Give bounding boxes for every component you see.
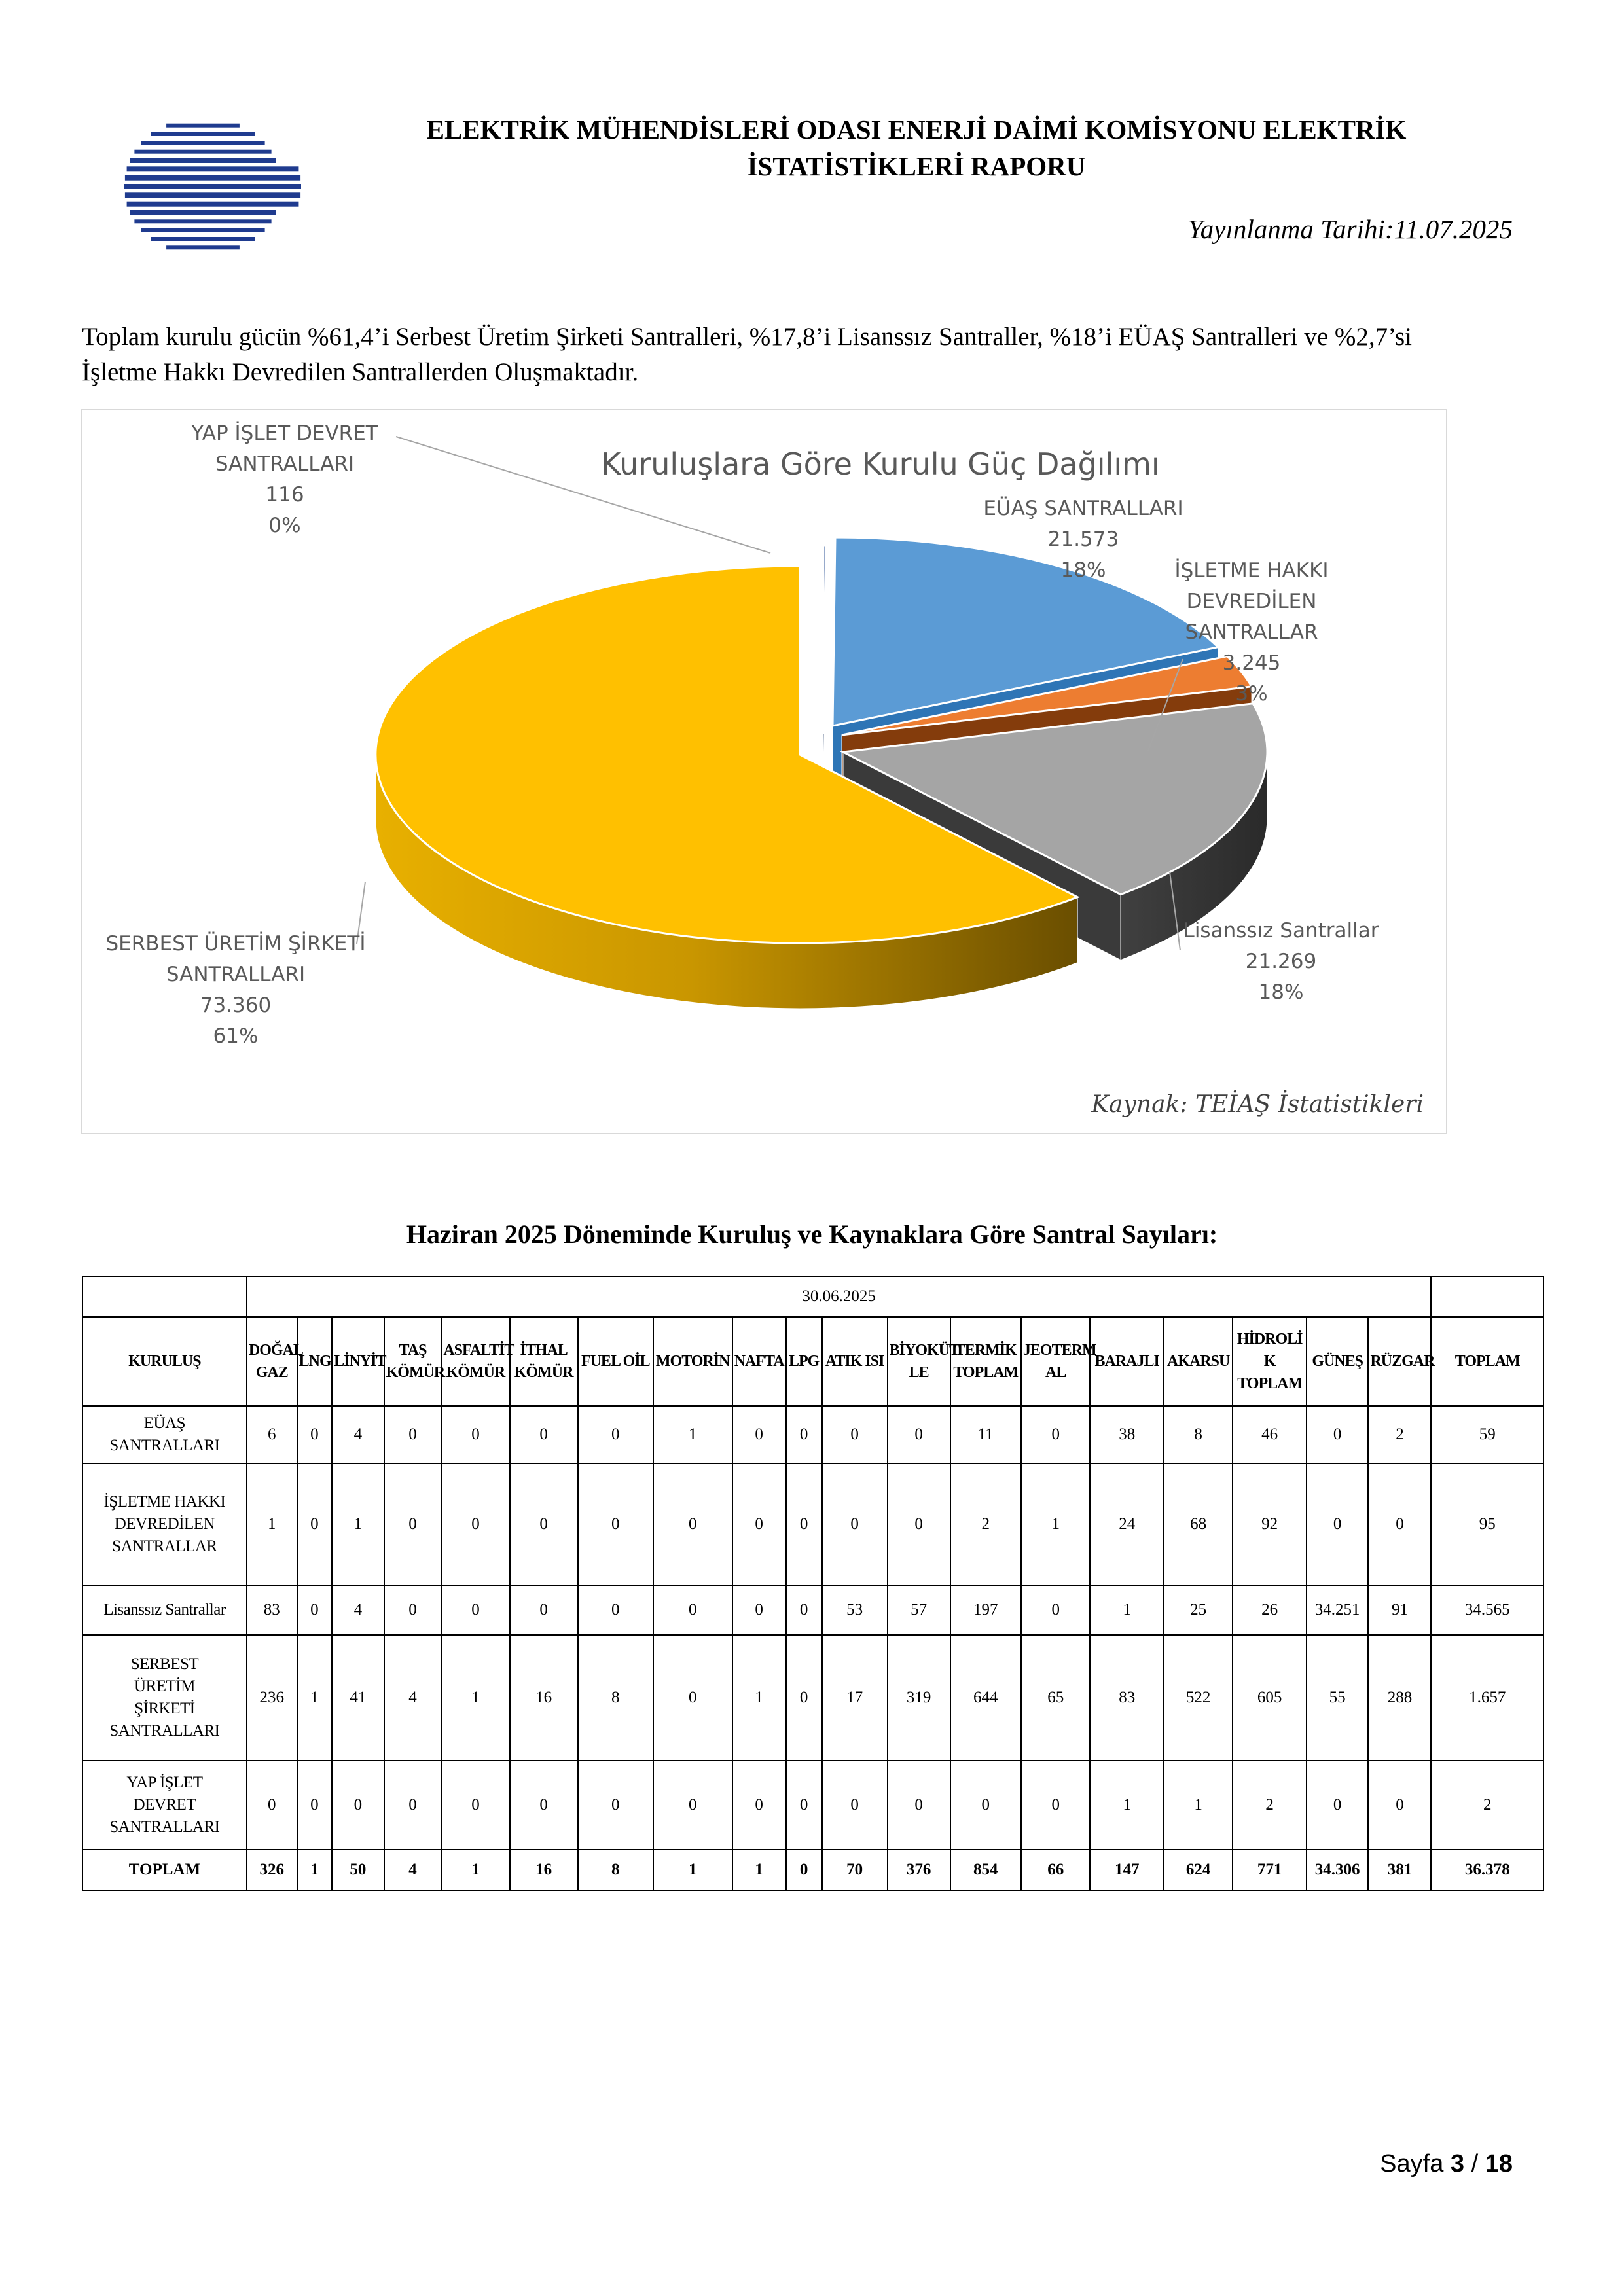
table-cell: 0 <box>510 1406 578 1463</box>
table-cell: 2 <box>950 1463 1021 1585</box>
table-cell: 1.657 <box>1431 1635 1543 1761</box>
table-cell: 0 <box>384 1406 442 1463</box>
table-cell: 288 <box>1368 1635 1431 1761</box>
total-cell: 0 <box>786 1850 822 1890</box>
table-cell: 0 <box>732 1761 786 1850</box>
table-cell: 0 <box>441 1585 509 1635</box>
logo-stripe <box>134 219 271 223</box>
table-cell: 1 <box>247 1463 297 1585</box>
column-header-linyit: LİNYİT <box>332 1317 384 1406</box>
row-label: EÜAŞ SANTRALLARI <box>82 1406 247 1463</box>
table-cell: 34.565 <box>1431 1585 1543 1635</box>
table-cell: 0 <box>950 1761 1021 1850</box>
table-cell: 1 <box>1164 1761 1233 1850</box>
table-cell: 0 <box>441 1406 509 1463</box>
total-cell: 70 <box>822 1850 888 1890</box>
table-cell: 1 <box>441 1635 509 1761</box>
table-cell: 1 <box>732 1635 786 1761</box>
column-header-taskomur: TAŞ KÖMÜR <box>384 1317 442 1406</box>
logo-stripe <box>125 192 300 198</box>
table-date: 30.06.2025 <box>247 1276 1432 1317</box>
column-header-row <box>82 1317 1543 1406</box>
table-cell: 1 <box>1090 1585 1163 1635</box>
logo-stripe <box>127 166 299 171</box>
table-cell: 0 <box>1021 1406 1091 1463</box>
logo-stripe <box>130 210 276 215</box>
table-cell: 16 <box>510 1635 578 1761</box>
table-cell: 8 <box>1164 1406 1233 1463</box>
total-cell: 326 <box>247 1850 297 1890</box>
table-cell: 38 <box>1090 1406 1163 1463</box>
corner-cell <box>1431 1276 1543 1317</box>
slice-label-percent: 61% <box>213 1024 259 1048</box>
slice-label-name: YAP İŞLET DEVRET <box>191 422 378 445</box>
table-cell: 0 <box>297 1406 332 1463</box>
total-cell: 50 <box>332 1850 384 1890</box>
table-cell: 0 <box>297 1585 332 1635</box>
row-label: İŞLETME HAKKI DEVREDİLEN SANTRALLAR <box>82 1463 247 1585</box>
table-cell: 0 <box>441 1463 509 1585</box>
table-cell: 605 <box>1233 1635 1306 1761</box>
logo-stripe <box>141 141 265 145</box>
table-cell: 1 <box>332 1463 384 1585</box>
column-header-gunes: GÜNEŞ <box>1307 1317 1369 1406</box>
table-cell: 0 <box>732 1406 786 1463</box>
pie-chart <box>82 410 1446 1133</box>
table-row <box>82 1406 1543 1463</box>
column-header-fueloil: FUEL OİL <box>578 1317 653 1406</box>
table-cell: 4 <box>332 1585 384 1635</box>
table-cell: 2 <box>1431 1761 1543 1850</box>
table-cell: 24 <box>1090 1463 1163 1585</box>
table-row <box>82 1463 1543 1585</box>
slice-label-name: SANTRALLARI <box>166 963 306 986</box>
table-cell: 0 <box>822 1463 888 1585</box>
total-cell: 1 <box>653 1850 732 1890</box>
logo-stripe <box>130 158 276 163</box>
column-header-atikisi: ATIK ISI <box>822 1317 888 1406</box>
column-header-nafta: NAFTA <box>732 1317 786 1406</box>
table-cell: 0 <box>578 1585 653 1635</box>
slice-label-value: 21.573 <box>1047 528 1119 551</box>
total-row <box>82 1850 1543 1890</box>
table-cell: 92 <box>1233 1463 1306 1585</box>
row-label: YAP İŞLET DEVRET SANTRALLARI <box>82 1761 247 1850</box>
table-cell: 0 <box>732 1585 786 1635</box>
slice-label-name: İŞLETME HAKKI <box>1174 559 1329 583</box>
table-cell: 0 <box>1307 1463 1369 1585</box>
table-cell: 0 <box>578 1463 653 1585</box>
table-cell: 0 <box>510 1761 578 1850</box>
chart-source: Kaynak: TEİAŞ İstatistikleri <box>1091 1091 1424 1118</box>
logo-stripe <box>127 202 299 207</box>
table-cell: 0 <box>653 1635 732 1761</box>
column-header-dogalgaz: DOĞAL GAZ <box>247 1317 297 1406</box>
table-cell: 522 <box>1164 1635 1233 1761</box>
table-cell: 0 <box>510 1585 578 1635</box>
column-header-lng: LNG <box>297 1317 332 1406</box>
logo-stripe <box>134 150 271 154</box>
table-cell: 0 <box>888 1406 950 1463</box>
table-cell: 0 <box>786 1406 822 1463</box>
slice-label-percent: 0% <box>268 514 301 537</box>
slice-label-name: Lisanssız Santrallar <box>1183 919 1379 942</box>
table-cell: 1 <box>1021 1463 1091 1585</box>
table-cell: 83 <box>1090 1635 1163 1761</box>
intro-line-2: İşletme Hakkı Devredilen Santrallerden Oluşmaktadır. <box>82 358 639 386</box>
total-cell: 381 <box>1368 1850 1431 1890</box>
table-title: Haziran 2025 Döneminde Kuruluş ve Kaynaklara Göre Santral Sayıları: <box>406 1219 1218 1249</box>
table-cell: 0 <box>822 1406 888 1463</box>
logo-stripe <box>166 124 240 128</box>
total-cell: 36.378 <box>1431 1850 1543 1890</box>
table-cell: 0 <box>786 1635 822 1761</box>
slice-label-percent: 18% <box>1258 980 1304 1004</box>
logo-stripe <box>166 245 240 249</box>
slice-label-value: 21.269 <box>1245 950 1317 973</box>
station-count-table <box>82 1276 1544 1891</box>
total-cell: 4 <box>384 1850 442 1890</box>
pie-chart-panel <box>81 409 1447 1134</box>
table-cell: 11 <box>950 1406 1021 1463</box>
report-title-line-1: ELEKTRİK MÜHENDİSLERİ ODASI ENERJİ DAİMİ KOMİSYONU ELEKTRİK <box>426 115 1407 145</box>
column-header-motorin: MOTORİN <box>653 1317 732 1406</box>
table-cell: 0 <box>1021 1761 1091 1850</box>
logo-stripe <box>124 184 301 189</box>
table-cell: 0 <box>1021 1585 1091 1635</box>
table-row <box>82 1585 1543 1635</box>
column-header-baraj: BARAJLI <box>1090 1317 1163 1406</box>
table-cell: 2 <box>1233 1761 1306 1850</box>
station-count-table-wrap <box>82 1276 1544 1891</box>
table-cell: 1 <box>653 1406 732 1463</box>
table-cell: 0 <box>384 1761 442 1850</box>
logo-stripe <box>151 132 255 136</box>
table-cell: 68 <box>1164 1463 1233 1585</box>
table-cell: 0 <box>653 1463 732 1585</box>
column-header-asfaltit: ASFALTİT KÖMÜR <box>441 1317 509 1406</box>
emo-logo <box>124 111 288 262</box>
table-cell: 2 <box>1368 1406 1431 1463</box>
page-prefix: Sayfa <box>1380 2150 1444 2178</box>
table-cell: 0 <box>1368 1761 1431 1850</box>
table-cell: 0 <box>1307 1761 1369 1850</box>
pie-slice-top <box>823 545 826 734</box>
table-cell: 83 <box>247 1585 297 1635</box>
total-cell: 771 <box>1233 1850 1306 1890</box>
table-cell: 0 <box>578 1406 653 1463</box>
intro-line-1: Toplam kurulu gücün %61,4’i Serbest Üretim Şirketi Santralleri, %17,8’i Lisanssız Santraller, %18’i EÜAŞ Santralleri ve %2,7’si <box>82 323 1412 351</box>
total-cell: 34.306 <box>1307 1850 1369 1890</box>
slice-label-name: DEVREDİLEN <box>1186 590 1317 613</box>
table-cell: 319 <box>888 1635 950 1761</box>
table-cell: 0 <box>786 1585 822 1635</box>
page-number <box>1380 2150 1513 2178</box>
table-cell: 55 <box>1307 1635 1369 1761</box>
slice-label-name: SANTRALLARI <box>215 452 355 476</box>
slice-label-value: 3.245 <box>1222 651 1281 675</box>
table-cell: 0 <box>297 1463 332 1585</box>
table-cell: 0 <box>888 1463 950 1585</box>
slice-label-name: SANTRALLAR <box>1185 620 1318 644</box>
total-cell: 1 <box>441 1850 509 1890</box>
table-cell: 0 <box>384 1463 442 1585</box>
table-cell: 91 <box>1368 1585 1431 1635</box>
table-cell: 34.251 <box>1307 1585 1369 1635</box>
table-cell: 46 <box>1233 1406 1306 1463</box>
total-cell: 8 <box>578 1850 653 1890</box>
table-cell: 65 <box>1021 1635 1091 1761</box>
total-cell: 147 <box>1090 1850 1163 1890</box>
table-cell: 53 <box>822 1585 888 1635</box>
total-cell: 624 <box>1164 1850 1233 1890</box>
slice-label-value: 116 <box>265 483 304 507</box>
total-cell: 66 <box>1021 1850 1091 1890</box>
total-cell: 376 <box>888 1850 950 1890</box>
slice-label-value: 73.360 <box>200 994 272 1017</box>
column-header-ruzgar: RÜZGAR <box>1368 1317 1431 1406</box>
table-cell: 0 <box>247 1761 297 1850</box>
table-cell: 57 <box>888 1585 950 1635</box>
column-header-toplam: TOPLAM <box>1431 1317 1543 1406</box>
table-cell: 1 <box>297 1635 332 1761</box>
table-cell: 0 <box>822 1761 888 1850</box>
slice-label-percent: 18% <box>1060 558 1106 582</box>
total-label: TOPLAM <box>82 1850 247 1890</box>
column-header-ithal: İTHAL KÖMÜR <box>510 1317 578 1406</box>
table-cell: 0 <box>510 1463 578 1585</box>
table-cell: 0 <box>653 1585 732 1635</box>
column-header-termik: TERMİK TOPLAM <box>950 1317 1021 1406</box>
publication-date: Yayınlanma Tarihi:11.07.2025 <box>1187 214 1513 244</box>
table-cell: 95 <box>1431 1463 1543 1585</box>
table-cell: 0 <box>888 1761 950 1850</box>
table-cell: 236 <box>247 1635 297 1761</box>
slice-label-name: EÜAŞ SANTRALLARI <box>983 497 1183 520</box>
total-cell: 16 <box>510 1850 578 1890</box>
column-header-akarsu: AKARSU <box>1164 1317 1233 1406</box>
column-header-jeotermal: JEOTERM AL <box>1021 1317 1091 1406</box>
page-current: 3 <box>1450 2150 1465 2178</box>
logo-stripe <box>141 228 265 232</box>
report-title-line-2: İSTATİSTİKLERİ RAPORU <box>747 151 1086 181</box>
corner-cell <box>82 1276 247 1317</box>
slice-label-percent: 3% <box>1235 682 1268 706</box>
table-row <box>82 1635 1543 1761</box>
table-cell: 0 <box>332 1761 384 1850</box>
page-separator: / <box>1471 2150 1479 2178</box>
column-header-hidrolik: HİDROLİ K TOPLAM <box>1233 1317 1306 1406</box>
table-cell: 41 <box>332 1635 384 1761</box>
table-cell: 26 <box>1233 1585 1306 1635</box>
page-total: 18 <box>1485 2150 1513 2178</box>
table-row <box>82 1761 1543 1850</box>
table-cell: 0 <box>786 1761 822 1850</box>
total-cell: 854 <box>950 1850 1021 1890</box>
column-header-biyokutle: BİYOKÜT LE <box>888 1317 950 1406</box>
logo-stripes <box>124 124 301 250</box>
intro-paragraph <box>82 319 1542 390</box>
slice-label-name: SERBEST ÜRETİM ŞİRKETİ <box>105 932 366 956</box>
table-cell: 0 <box>384 1585 442 1635</box>
total-cell: 1 <box>297 1850 332 1890</box>
row-label: Lisanssız Santrallar <box>82 1585 247 1635</box>
column-header-kurulus: KURULUŞ <box>82 1317 247 1406</box>
table-cell: 0 <box>1307 1406 1369 1463</box>
column-header-lpg: LPG <box>786 1317 822 1406</box>
table-cell: 0 <box>441 1761 509 1850</box>
table-cell: 197 <box>950 1585 1021 1635</box>
table-cell: 0 <box>1368 1463 1431 1585</box>
table-cell: 59 <box>1431 1406 1543 1463</box>
table-cell: 4 <box>384 1635 442 1761</box>
logo-stripe <box>151 237 255 241</box>
table-cell: 0 <box>732 1463 786 1585</box>
table-cell: 25 <box>1164 1585 1233 1635</box>
chart-title: Kuruluşlara Göre Kurulu Güç Dağılımı <box>601 446 1160 482</box>
report-title <box>308 111 1525 185</box>
table-cell: 1 <box>1090 1761 1163 1850</box>
table-cell: 4 <box>332 1406 384 1463</box>
date-header-row <box>82 1276 1543 1317</box>
table-cell: 644 <box>950 1635 1021 1761</box>
table-cell: 0 <box>786 1463 822 1585</box>
total-cell: 1 <box>732 1850 786 1890</box>
table-cell: 6 <box>247 1406 297 1463</box>
table-cell: 17 <box>822 1635 888 1761</box>
logo-stripe <box>125 175 300 181</box>
row-label: SERBEST ÜRETİM ŞİRKETİ SANTRALLARI <box>82 1635 247 1761</box>
table-cell: 0 <box>578 1761 653 1850</box>
table-cell: 0 <box>653 1761 732 1850</box>
table-cell: 0 <box>297 1761 332 1850</box>
table-cell: 8 <box>578 1635 653 1761</box>
pie-slice-0 <box>823 545 826 799</box>
